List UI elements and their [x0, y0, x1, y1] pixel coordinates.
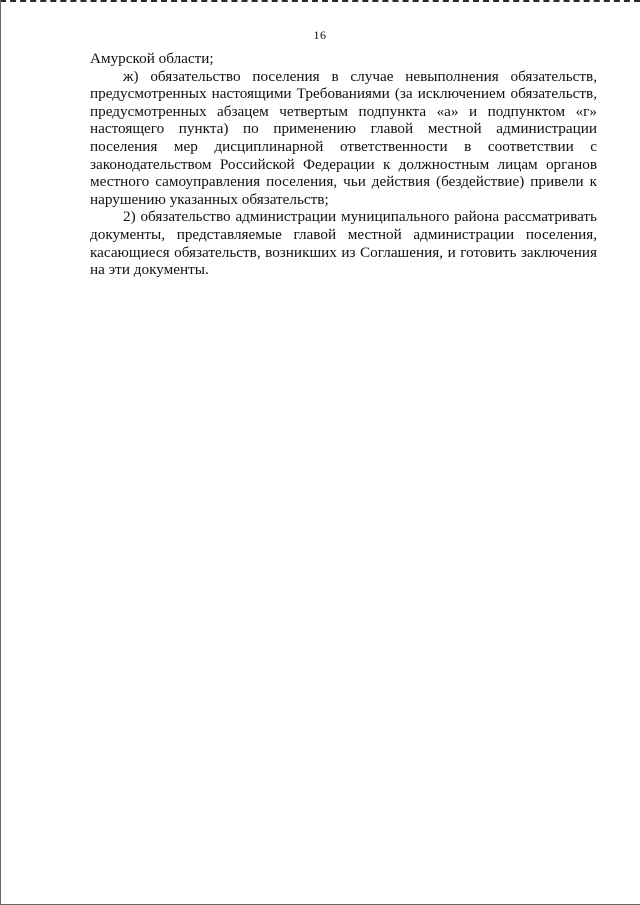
page-number: 16 — [313, 28, 327, 42]
document-body — [90, 50, 597, 279]
scan-top-border — [0, 0, 640, 2]
paragraph-continuation: Амурской области; — [90, 50, 214, 67]
paragraph-item-zh: ж) обязательство поселения в случае невыполнения обязательств, предусмотренных настоящими Требованиями (за исключением обязательств, предусмотренных абзацем четвертым подпункта «а» и подпунктом «г» настоящего пункта) по применению главой местной администрации поселения мер дисциплинарной ответственности в соответствии с законодательством Российской Федерации к должностным лицам органов местного самоуправления поселения, чьи действия (бездействие) привели к нарушению указанных обязательств; — [90, 67, 597, 208]
paragraph-item-2: 2) обязательство администрации муниципального района рассматривать документы, представляемые главой местной администрации поселения, касающиеся обязательств, возникших из Соглашения, и готовить заключения на эти документы. — [90, 208, 597, 279]
scan-left-border — [0, 0, 1, 905]
